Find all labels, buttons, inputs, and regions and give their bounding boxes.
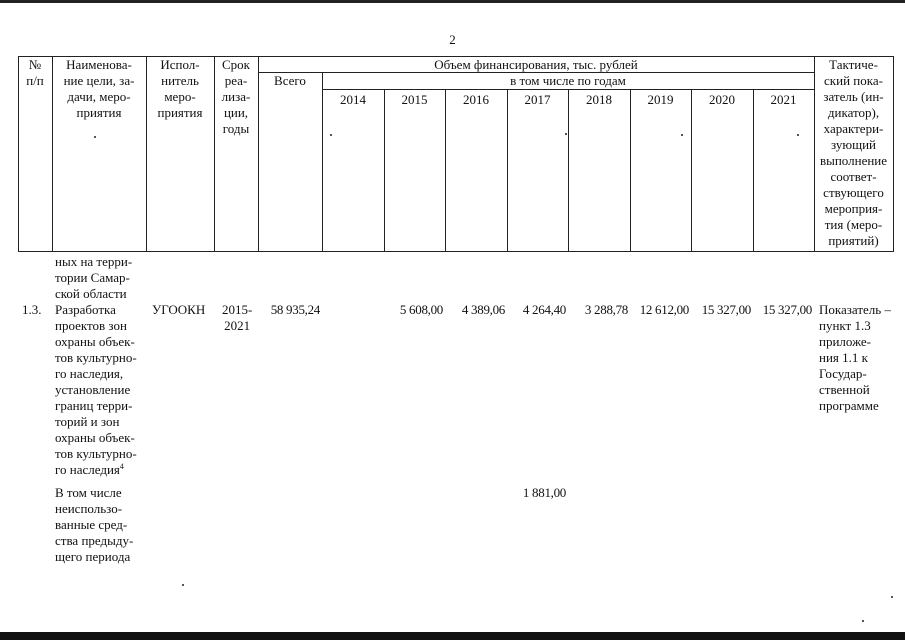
col-term-header: Срок реа- лиза- ции, годы [221, 57, 251, 136]
row-value-2021: 15 327,00 [762, 302, 812, 317]
col-executor-header: Испол- нитель меро- приятия [157, 57, 203, 120]
row-value-2016: 4 389,06 [461, 302, 505, 317]
row-indicator: Показатель – пункт 1.3 приложе- ния 1.1 к Государ- ственной программе [819, 302, 891, 413]
year-header: 2017 [524, 92, 551, 107]
by-years-header: в том числе по годам [510, 73, 626, 88]
grid-line-v11 [691, 89, 692, 252]
row-total: 58 935,24 [270, 302, 320, 317]
scan-speck [182, 584, 184, 586]
header-bottom-line [18, 251, 893, 252]
year-header: 2020 [709, 92, 735, 107]
scan-speck [330, 134, 332, 136]
year-header: 2019 [647, 92, 674, 107]
row-value-2019: 12 612,00 [639, 302, 689, 317]
row-name-last-line: го наследия [55, 462, 120, 477]
col-indicator-header: Тактиче- ский пока- затель (ин- дикатор), характери- зующий выполнение соответ- ствующего мероприя- тия (меро- приятий) [819, 57, 888, 248]
scan-speck [891, 596, 893, 598]
year-header: 2018 [586, 92, 612, 107]
subrow-value-2017: 1 881,00 [522, 485, 566, 500]
total-header: Всего [274, 73, 306, 88]
scan-speck [94, 136, 96, 138]
subrow-label: В том числе неиспользо- ванные сред- ства предыду- щего периода [55, 485, 134, 564]
continuation-text: ных на терри- тории Самар- ской области [55, 254, 133, 301]
row-value-2017: 4 264,40 [522, 302, 566, 317]
grid-line-v7 [445, 89, 446, 252]
grid-line-v6 [384, 89, 385, 252]
grid-line-v12 [753, 89, 754, 252]
scan-speck [797, 134, 799, 136]
scan-speck [862, 620, 864, 622]
grid-line-v10 [630, 89, 631, 252]
top-border-line [0, 0, 905, 3]
year-header: 2014 [340, 92, 366, 107]
row-name: Разработка проектов зон охраны объек- тов культурно- го наследия, установление границ терри- торий и зон охраны объек- тов культурно- го наследия$^4$ [55, 302, 137, 477]
bottom-scan-border [0, 632, 905, 640]
year-header: 2015 [401, 92, 428, 107]
row-value-2020: 15 327,00 [701, 302, 751, 317]
grid-line-v14 [893, 56, 894, 252]
row-number: 1.3. [22, 302, 42, 317]
year-header: 2016 [463, 92, 489, 107]
scan-speck [565, 133, 567, 135]
row-term: 2015- 2021 [222, 302, 253, 333]
grid-line-v9 [568, 89, 569, 252]
grid-line-v8 [507, 89, 508, 252]
row-value-2015: 5 608,00 [399, 302, 443, 317]
footnote-marker: 4 [119, 462, 124, 471]
col-name-header: Наименова- ние цели, за- дачи, меро- приятия [63, 57, 135, 120]
col-number-header: № п/п [26, 57, 44, 88]
scan-speck [681, 134, 683, 136]
row-value-2018: 3 288,78 [584, 302, 628, 317]
page-number: 2 [449, 32, 456, 47]
year-header: 2021 [770, 92, 797, 107]
funding-title: Объем финансирования, тыс. рублей [434, 57, 638, 72]
row-executor: УГООКН [152, 302, 206, 317]
